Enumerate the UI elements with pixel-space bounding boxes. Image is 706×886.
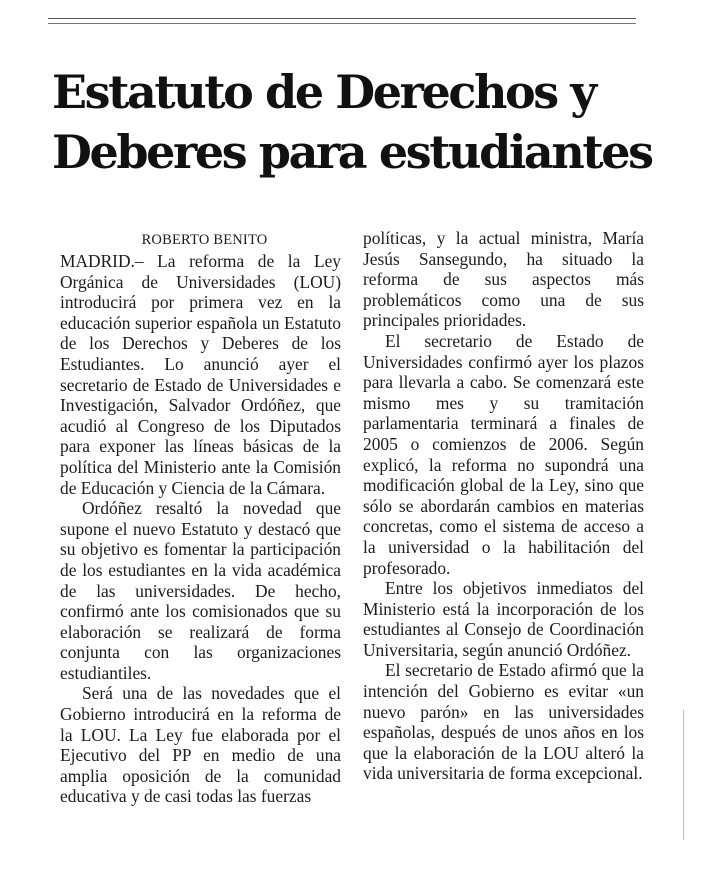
paragraph-4: El secretario de Estado de Universidades confirmó ayer los plazos para llevarla a cabo. Se comenzará este mismo mes y su tramitación parlamentaria terminará a finales de 2005 o comienzos de 2006. Según explicó, la reforma no supondrá una modificación global de la Ley, sino que sólo se abordarán cambios en materias concretas, como el sistema de acceso a la universidad o la habilitación del profesorado.	[363, 330, 644, 578]
paragraph-1-text: La reforma de la Ley Orgánica de Universidades (LOU) introducirá por primera vez en la educación superior española un Estatuto de los Derechos y Deberes de los Estudiantes. Lo anunció ayer el secretario de Estado de Universidades e Investigación, Salvador Ordóñez, que acudió al Congreso de los Diputados para exponer las líneas básicas de la política del Ministerio ante la Comisión de Educación y Ciencia de la Cámara.	[60, 251, 341, 498]
byline: ROBERTO BENITO	[141, 232, 268, 248]
paragraph-3: Será una de las novedades que el Gobierno introducirá en la reforma de la LOU. La Ley fue elaborada por el Ejecutivo del PP en medio de una amplia oposición de la comunidad educativa y de casi todas las fuerzas	[60, 683, 341, 807]
top-rule-secondary	[48, 23, 636, 24]
paragraph-2: Ordóñez resaltó la novedad que supone el nuevo Estatuto y destacó que su objetivo es fomentar la participación de los estudiantes en la vida académica de las universidades. De hecho, confirmó ante los comisionados que su elaboración se realizará de forma conjunta con las organizaciones estudiantiles.	[60, 498, 341, 683]
paragraph-5: Entre los objetivos inmediatos del Ministerio está la incorporación de los estudiantes al Consejo de Coordinación Universitaria, según anunció Ordóñez.	[363, 578, 644, 660]
headline-line-2: Deberes para estudiantes	[52, 125, 652, 179]
paragraph-1	[60, 251, 341, 498]
page-edge-line	[683, 710, 684, 840]
headline-line-1: Estatuto de Derechos y	[52, 65, 595, 119]
paragraph-6: El secretario de Estado afirmó que la intención del Gobierno es evitar «un nuevo parón» en las universidades españolas, después de unos años en los que la elaboración de la LOU alteró la vida universitaria de forma excepcional.	[363, 660, 644, 784]
article-column-left	[60, 231, 341, 807]
paragraph-3-continued: políticas, y la actual ministra, María Jesús Sansegundo, ha situado la reforma de sus aspectos más problemáticos como una de sus principales prioridades.	[363, 228, 644, 331]
article-column-right	[363, 228, 644, 784]
top-rule	[48, 18, 636, 19]
dateline: MADRID.–	[60, 251, 144, 271]
headline	[52, 62, 652, 182]
